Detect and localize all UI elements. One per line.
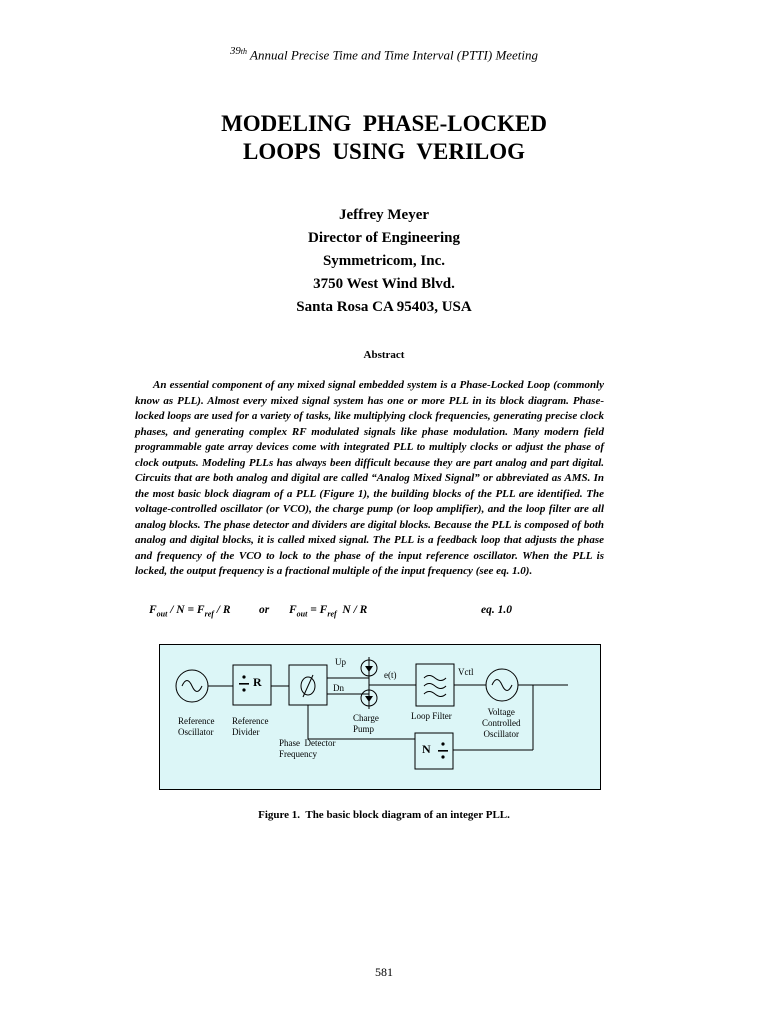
feedback-divider-n-label: N [422,742,431,756]
reference-oscillator-label: Reference Oscillator [178,716,215,737]
equation-left: $F_{out} / N = F_{ref} / R$ [149,604,231,619]
loop-filter-label: Loop Filter [411,711,452,721]
author-block [0,204,768,319]
vctl-label: Vctl [458,667,474,677]
phase-detector-label: Phase Detector Frequency [279,738,336,759]
loop-filter-box [416,664,454,706]
title-line-1: MODELING PHASE-LOCKED [221,111,547,136]
title-line-2: LOOPS USING VERILOG [242,139,526,164]
author-city: Santa Rosa CA 95403, USA [296,299,472,315]
vco-sine-icon [492,680,512,691]
header-text: Annual Precise Time and Time Interval (PTTI) Meeting [247,47,539,63]
equation-right: $F_{out} = F_{ref}$ N / R [289,604,368,619]
up-label: Up [335,657,346,667]
page-number: 581 [375,965,393,979]
pll-block-diagram [159,644,601,790]
conference-header [0,45,768,63]
author-address: 3750 West Wind Blvd. [313,276,455,292]
paper-title [0,110,768,166]
error-signal-label: e(t) [384,670,397,680]
dn-label: Dn [333,683,344,693]
abstract-body: An essential component of any mixed signal embedded system is a Phase-Locked Loop (commonly know as PLL). Almost every mixed signal system has one or more PLL in its block diagram. Phase-locked loops are used for a variety of tasks, like multiplying clock frequencies, generating precise clock phases, and generating complex RF modulated signals like phase modulation. Many modern field programmable gate array devices come with integrated PLL to multiply clocks or adjust the phase of clock outputs. Modeling PLLs has always been difficult because they are part analog and part digital. Circuits that are both analog and digital are called “Analog Mixed Signal” or abbreviated as AMS. In the most basic block diagram of a PLL (Figure 1), the building blocks of the PLL are identified. The voltage-controlled oscillator (or VCO), the charge pump (or loop amplifier), and the loop filter are all analog blocks. The phase detector and dividers are digital blocks. Because the PLL is composed of both analog and digital blocks, it is called mixed signal. The PLL is a feedback loop that adjusts the phase and frequency of the VCO to lock to the phase of the input reference oscillator. When the PLL is locked, the output frequency is a fractional multiple of the input frequency (see eq. 1.0). [135,379,604,577]
author-name: Jeffrey Meyer [338,207,430,223]
charge-pump-label: Charge Pump [353,713,379,734]
filter-icon [424,676,446,697]
header-ordinal: 39th [229,45,248,57]
author-company: Symmetricom, Inc. [322,253,446,269]
equation-or: or [259,604,270,616]
abstract-heading: Abstract [363,349,405,361]
sine-icon [182,681,202,692]
vco-label: Voltage Controlled Oscillator [482,707,521,739]
reference-divider-box [233,665,271,705]
reference-divider-r-label: R [253,675,262,689]
reference-divider-label: Reference Divider [232,716,269,737]
pll-diagram-svg [160,645,602,791]
figure-caption: Figure 1. The basic block diagram of an integer PLL. [258,809,510,821]
author-position: Director of Engineering [308,230,460,246]
equation-label: eq. 1.0 [481,604,512,616]
